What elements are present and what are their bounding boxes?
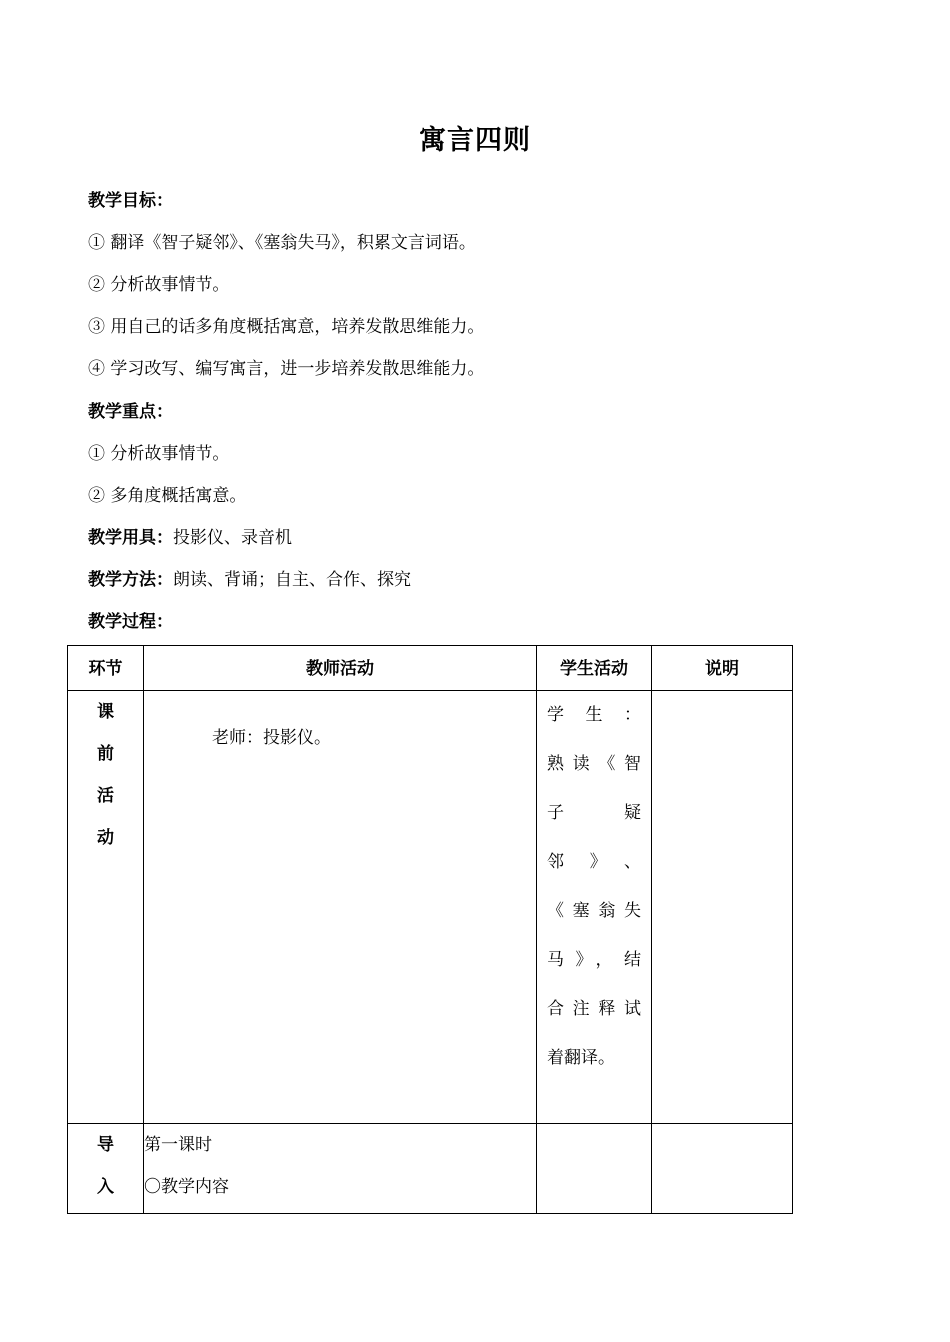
- objective-item: ① 翻译《智子疑邻》、《塞翁失马》，积累文言词语。: [88, 233, 476, 253]
- header-stage: 环节: [68, 646, 144, 691]
- key-point-item: ① 分析故事情节。: [88, 444, 230, 464]
- stage-cell: 导 入: [68, 1124, 144, 1214]
- objective-item: ③ 用自己的话多角度概括寓意，培养发散思维能力。: [88, 317, 485, 337]
- header-teacher-activity: 教师活动: [144, 646, 537, 691]
- lesson-process-table: [67, 645, 793, 1214]
- stage-cell: 课 前 活 动: [68, 691, 144, 1124]
- objective-item: ② 分析故事情节。: [88, 275, 230, 295]
- student-activity-cell: 学 生 ： 熟读《智 子 疑 邻》、 《塞翁失 马》，结 合注释试 着翻译。: [537, 691, 652, 1124]
- table-row: [68, 691, 793, 1124]
- methods-label: 教学方法：: [88, 570, 173, 590]
- notes-cell: [652, 1124, 793, 1214]
- header-student-activity: 学生活动: [537, 646, 652, 691]
- key-points-heading: 教学重点：: [88, 402, 173, 422]
- table-header-row: [68, 646, 793, 691]
- student-activity-cell: [537, 1124, 652, 1214]
- header-notes: 说明: [652, 646, 793, 691]
- process-heading: 教学过程：: [88, 612, 173, 632]
- key-point-item: ② 多角度概括寓意。: [88, 486, 247, 506]
- tools-label: 教学用具：: [88, 528, 173, 548]
- document-title: 寓言四则: [419, 125, 531, 156]
- teacher-activity-cell: 第一课时 〇教学内容: [144, 1124, 537, 1214]
- table-row: [68, 1124, 793, 1214]
- objectives-heading: 教学目标：: [88, 191, 173, 211]
- objective-item: ④ 学习改写、编写寓言，进一步培养发散思维能力。: [88, 359, 485, 379]
- notes-cell: [652, 691, 793, 1124]
- methods-value: 朗读、背诵；自主、合作、探究: [173, 570, 411, 590]
- tools-value: 投影仪、录音机: [173, 528, 292, 548]
- teacher-activity-cell: 老师：投影仪。: [144, 691, 537, 1124]
- methods-line: [88, 565, 411, 590]
- tools-line: [88, 523, 292, 548]
